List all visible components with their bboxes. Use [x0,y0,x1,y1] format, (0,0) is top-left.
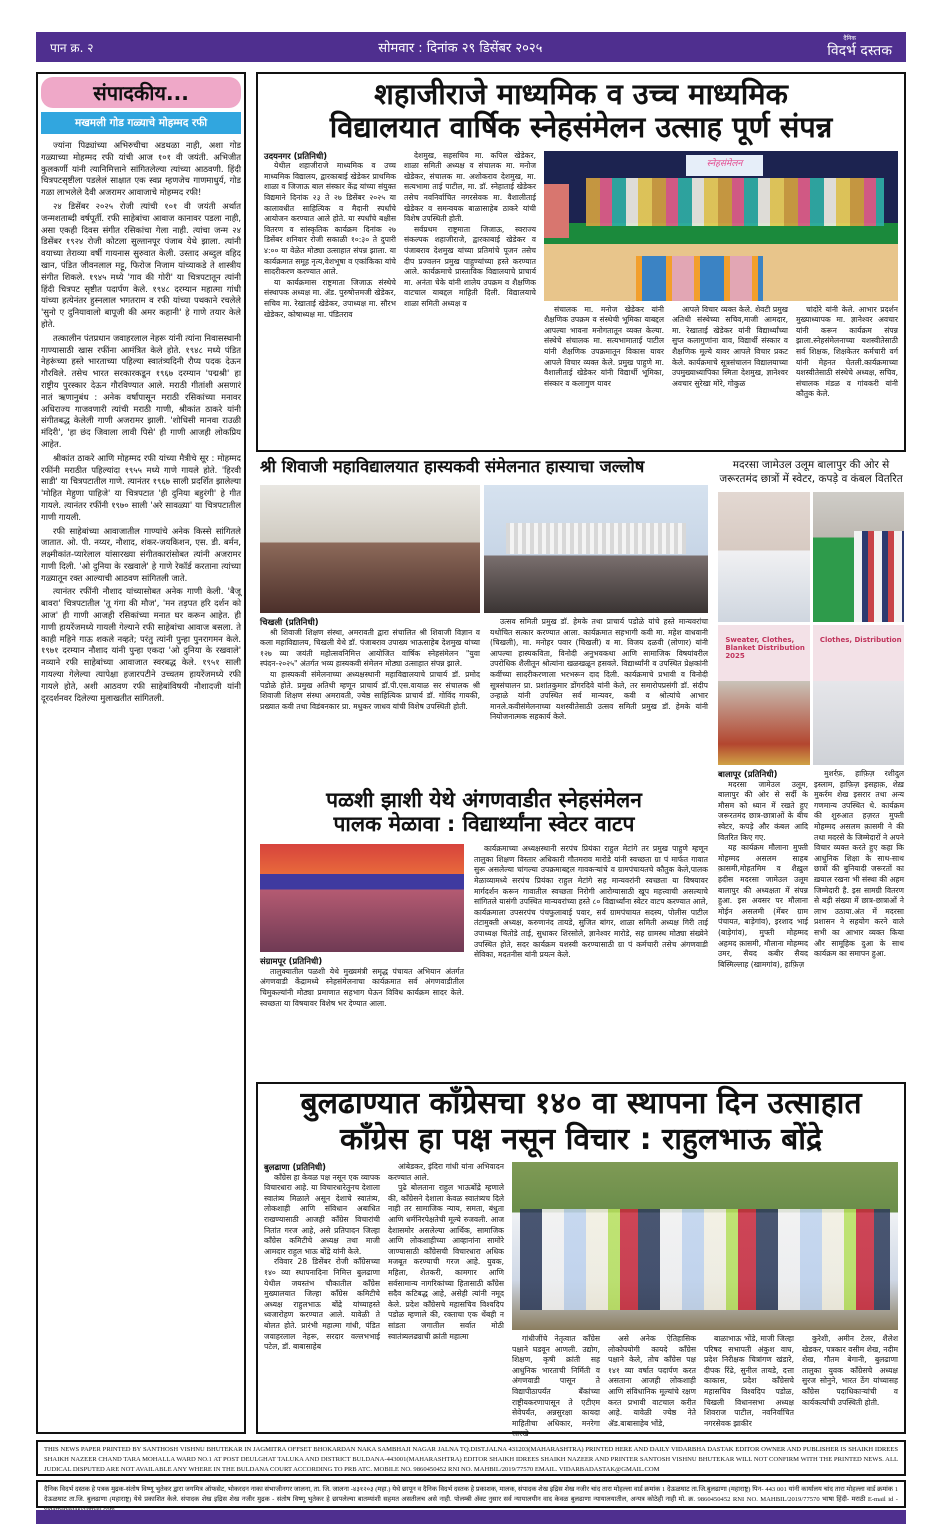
editorial-paragraph: रफी साहेबांच्या आवाजातील गाण्यांचे अनेक किस्से सांगितले जातात. ओ. पी. नय्यर, नौशाद, शंकर-जयकिशन, एस. डी. बर्मन, लक्ष्मीकांत-प्यारेलाल यांसारख्या संगीतकारांसोबत त्यांनी अजरामर गाणी दिली. 'ओ दुनिया के रखवाले' हे गाणे रेकॉर्ड करताना त्यांच्या गळ्यातून रक्त आल्याची आठवण सांगितली जाते. [41,525,241,583]
article-text: रविवार 28 डिसेंबर रोजी काँग्रेसच्या १४० व्या स्थापनादिना निमित्त बुलढाणा येथील जयस्तंभ चौकातील काँग्रेस मुख्यालयात जिल्हा काँग्रेस कमिटीचे अध्यक्ष राहुलभाऊ बोंद्रे यांच्याहस्ते ध्वजारोहण करण्यात आले. यावेळी ते बोलत होते. प्रारंभी महात्मा गांधी, पंडित जवाहरलाल नेहरू, सरदार वल्लभभाई पटेल, डॉ. बाबासाहेब [264,1257,380,1352]
photo-distribution [718,625,810,765]
brand-name: विदर्भ दस्तक [827,43,892,59]
article-headline [264,1086,898,1158]
article-text: उत्सव समिती प्रमुख डॉ. हेमके तथा प्राचार्य पडोळे यांचे हस्ते मान्यवरांचा यथोचित सत्कार करण्यात आला. कार्यक्रमात सहभागी कवी मा. महेश वाधवानी (चिखली), मा. मनोहर पवार (चिखली) व मा. विजय दळवी (लोणार) यांनी आपल्या हास्यकविता, विनोदी अनुभवकथा आणि सामाजिक विषयांवरील उपरोधिक शैलीतून श्रोत्यांना खळखळून हसवले. विद्यार्थ्यांनी व उपस्थित प्रेक्षकांनी कवींच्या सादरीकरणाला भरभरून दाद दिली. कार्यक्रमाचे प्रभावी व विनोदी सूत्रसंचालन प्रा. प्रशांतकुमार डोंगरदिवे यांनी केले, तर समारोपप्रसंगी डॉ. संदीप उन्हाळे यांनी उपस्थित सर्व मान्यवर, कवी व श्रोत्यांचे आभार मानले.कवीसंमेलनाच्या यशस्वीतेसाठी उत्सव समिती प्रमुख डॉ. हेमके यांनी नियोजनात्मक सहकार्य केले. [490,616,708,722]
photo-banner: स्नेहसंमेलन [686,155,764,176]
article-text: आंबेडकर, इंदिरा गांधी यांना अभिवादन करण्यात आले. [388,1162,504,1182]
article-column [404,151,536,425]
article-comedy-poets [256,456,712,780]
article-headline: मदरसा जामेउल उलूम बालापुर की ओर से जरूरतमंद छात्रों में स्वेटर, कपड़े व कंबल वितरित [719,459,903,485]
dateline: चिखली (प्रतिनिधी) [260,616,319,627]
imprint-english: THIS NEWS PAPER PRINTED BY SANTHOSH VISHNU BHUTEKAR IN JAGMITRA OFFSET BHOKARDAN NAKA SAMBHAJI NAGAR JALNA TQ.DIST.JALNA 431203(MAHARASHTRA) PRINTED HERE AND DAILY VIDARBHA DASTAK EDITOR OWNER AND PUBLISHER IS SHAIKH IDREES SHAIKH NAZEER CHAND TARA MOHALLA WARD NO.1 AT POST DEULGHAT TALUKA AND DISTRICT BULDANA-443001(MAHARASHTRA) EDITOR SHAIKH IDREES SHAIKH NAZEER AND PRINTER SANTOSH VISHNU BHUTEKAR WILL NOT CONFIRM WITH THE PRINTED NEWS. ALL JUDICAL DISPUTED ARE NOT AVAILABLE ANY WHERE IN THE BULDANA COURT ACCORDING TO PRB ATC. MOBILE NO. 9860450452 RNI NO. MAHBIL/2019/77570 EMAIL. VIDARBADASTAK@GMAIL.COM [36,1440,906,1476]
editorial-section-title: संपादकीय... [41,77,241,108]
article-column [474,844,708,1066]
article-headline [264,78,898,145]
editorial-body [41,140,241,704]
article-text: श्री शिवाजी शिक्षण संस्था, अमरावती द्वारा संचालित श्री शिवाजी विज्ञान व कला महाविद्यालय, चिखली येथे डॉ. पंजाबराव उपाख्य भाऊसाहेब देशमुख यांच्या १२७ व्या जयंती महोत्सवनिमित्त आयोजित वार्षिक स्नेहसंमेलन "युवा स्पंदन-२०२५" अंतर्गत भव्य हास्यकवी संमेलन मोठ्या उत्साहात संपन्न झाले. [260,627,480,669]
dateline: संग्रामपूर (प्रतिनिधी) [260,956,323,967]
photo-distribution [718,492,810,622]
article-text: चांदोरे यांनी केले. आभार प्रदर्शन मुख्याध्यापक मा. ज्ञानेश्वर अवचार यांनी करून कार्यक्रम संपन्न झाला.स्नेहसंमेलनाच्या यशस्वीतेसाठी सर्व शिक्षक, शिक्षकेतर कर्मचारी वर्ग यांनी मेहनत घेतली.कार्यक्रमाच्या यशस्वीतेसाठी संस्थेचे अध्यक्ष, सचिव, संचालक मंडळ व गांवकरी यांनी कौतुक केले. [796,304,898,399]
article-text: बाळाभाऊ भोंडे, माजी जिल्हा परिषद सभापती अंकुश वाघ, प्रदेश निरीक्षक चित्रांगण खंडारे, दीपक रिंढे, सुनील तायडे, दत्ता काकास, प्रदेश काँग्रेसचे महासचिव विश्वदिप पडोळ, चिखली विधानसभा अध्यक्ष शिवराज पाटील, नवनिर्वाचित नगरसेवक झाकीर [704,1334,794,1428]
editorial-paragraph: २४ डिसेंबर २०२५ रोजी त्यांची १०१ वी जयंती अर्थात जन्मशताब्दी वर्षपूर्ती. रफी साहेबांचा आवाज कानावर पडला नाही, असा एकही दिवस संगीत रसिकांचा गेला नाही. त्यांचा जन्म २४ डिसेंबर १९२४ रोजी कोटला सुल्तानपूर पंजाब येथे झाला. त्यांनी वयाच्या तेराव्या वर्षी गायनास सुरुवात केली. उस्ताद अब्दुल वहिद खान, पंडित जीवनलाल मट्टू, फिरोज निजाम यांच्याकडे ते शास्त्रीय संगीत शिकले. १९४५ मध्ये 'गाव की गोरी' या चित्रपटातून त्यांनी हिंदी चित्रपट सृष्टीत पदार्पण केले. १९४८ दरम्यान महात्मा गांधी यांच्या हत्येनंतर हुस्नलाल भगतराम व रफी यांच्या पथकाने रचलेले 'सुनो ए दुनियावालो बापूजी की अमर कहानी' हे गाणे तयार केले होते. [41,200,241,329]
editorial-column [36,72,246,1434]
photo-sign: Sweater, Clothes, Blanket Distribution 2025 [725,636,805,661]
article-column [672,305,788,417]
article-text: पुढे बोलताना राहुल भाऊबोंद्रे म्हणाले की, काँग्रेसने देशाला केवळ स्वातंत्र्यच दिले नाही तर सामाजिक न्याय, समता, बंधुता आणि धर्मनिरपेक्षतेची मूल्ये रुजवली. आज देशासमोर असलेल्या आर्थिक, सामाजिक आणि लोकशाहीच्या आव्हानांना सामोरे जाण्यासाठी काँग्रेसची विचारधारा अधिक मजबूत करण्याची गरज आहे. युवक, महिला, शेतकरी, कामगार आणि सर्वसामान्य नागरिकांच्या हितासाठी काँग्रेस सदैव कटिबद्ध आहे, असेही त्यांनी नमूद केले. प्रदेश काँग्रेसचे महासचिव विश्वदिप पडोळ म्हणाले की, रक्ताचा एक थेंबही न सांडता जगातील सर्वात मोठी स्वातंत्र्यलढ्याची क्रांती महात्मा [388,1183,504,1341]
dateline: बालापूर (प्रतिनिधी) [718,769,778,779]
editorial-paragraph: तत्कालीन पंतप्रधान जवाहरलाल नेहरू यांनी त्यांना निवासस्थानी गाण्यासाठी खास रफींना आमंत्रित केले होते. १९४८ मध्ये पंडित नेहरूंच्या हस्ते भारताच्या पहिल्या स्वातंत्र्यदिनी रौप्य पदक देऊन गौरविले. तसेच भारत सरकारकडून १९६७ दरम्यान 'पद्मश्री' हा राष्ट्रीय पुरस्कार देऊन गौरविण्यात आले. मराठी गीतांशी असणारं नातं ऋणानुबंध : अनेक वर्षांपासून मराठी रसिकांच्या मनावर अधिराज्य गाजवणारी त्यांची मराठी गाणी, श्रीकांत ठाकरे यांनी संगीतबद्ध केलेली गाणी अजरामर झाली. 'शोधिसी मानवा राउळी मंदिरी', 'हा छंद जिवाला लावी पिसे' ही गाणी आजही लोकप्रिय आहेत. [41,332,241,449]
article-madrasa-distribution [716,456,906,1076]
editorial-paragraph: श्रीकांत ठाकरे आणि मोहम्मद रफी यांच्या मैत्रीचे सूर : मोहम्मद रफींनी मराठीत पहिल्यांदा १९५५ मध्ये गाणे गायले होते. 'हिरवी साडी' या चित्रपटातील गाणे. त्यानंतर १९६७ साली प्रदर्शित झालेल्या 'मोहित मेहुणा पाहिजे' या चित्रपटात 'ही दुनिया बहुरंगी' हे गीत गायले. त्यानंतर रफींनी १९७० साली 'अरे सावळ्या' या चित्रपटातील गाणी गायली. [41,452,241,522]
article-column [608,1334,696,1430]
article-text: तालुक्यातील पळशी येथे मुख्यमंत्री समृद्ध पंचायत अभियान अंतर्गत अंगणवाडी केंद्रामध्ये स्नेहसंमेलनाचा कार्यक्रमात सर्व अंगणवाडीतील चिमुकल्यांनी मोठ्या प्रमाणात सहभाग घेऊन विविध कार्यक्रम सादर केले. स्वच्छता या विषयावर विशेष भर देण्यात आला. [260,966,464,1008]
issue-date: सोमवार : दिनांक २९ डिसेंबर २०२५ [378,41,543,56]
photo-audience [260,485,480,613]
brand-prefix: दैनिक [843,35,856,42]
article-column [814,769,904,1059]
backdrop [506,523,685,554]
masthead [36,32,906,62]
dateline: उदयनगर (प्रतिनिधी) [264,150,328,161]
imprint-marathi: दैनिक विदर्भ दस्तक हे पत्रक मुद्रक-संतोष विष्णू भुतेकर द्वारा जगमित्र ऑफसेट, भोकरदन नाका संभाजीनगर जालना, ता. जि. जालना -४३१२०३ (महा.) येथे छापून व दैनिक विदर्भ दस्तक हे प्रकाशक, मालक, संपादक शेख इद्रिस शेख नजीर चांद तारा मोहल्ला वार्ड क्रमांक 1 देऊळघाट ता.जि.बुलढाणा (महाराष्ट्र) पिन- 443 001 यांनी कार्यालय चांद तारा मोहल्ला वार्ड क्रमांक 1 देऊळघाट ता.जि. बुलढाणा (महाराष्ट्र) येथे प्रकाशित केले. संपादक शेख इद्रिस शेख नजीर मुद्रक - संतोष विष्णू भुतेकर हे छापलेल्या बातम्यांशी सहमत असतीलच असे नाही. पोलम्बी ॲक्ट नुसार सर्व न्यायालयीन वाद केवळ बुलढाणा न्यायालयातील, अन्यत्र कोठेही नाही मो. क्र. 9860450452 RNI NO. MAHBIL/2019/77570 भाषा हिंदी- मराठी E-mail id - [36,1480,906,1508]
article-column [718,769,808,1059]
article-text: गांधीजींचे नेतृत्वात काँग्रेस पक्षाने घडवून आणली. उद्योग, शिक्षण, कृषी क्रांती सह आधुनिक भारताची निर्मिती व अंगणवाडी पासून ते विद्यापीठापर्यंत बँकांच्या राष्ट्रीयकरणापासून ते एटीएम सेवेपर्यंत, अन्नसुरक्षा कायदा माहितीचा अधिकार, मनरेगा सारखे [512,1334,600,1439]
article-headline [260,788,708,836]
article-column [388,1162,504,1430]
photo-stage-guests [484,485,708,613]
article-text: येथील शहाजीराजे माध्यमिक व उच्च माध्यमिक विद्यालय, द्वारकाबाई खेडेकर प्राथमिक शाळा व जिजाऊ बाल संस्कार केंद्र यांच्या संयुक्त विद्यमाने दिनांक २३ ते २७ डिसेंबर २०२५ या कालावधीत साहित्यिक व मैदानी स्पर्धांचे आयोजन करण्यात आले होते. या स्पर्धांचे बक्षीस वितरण व सांस्कृतिक कार्यक्रम दिनांक २७ डिसेंबर शनिवार रोजी सकाळी १०:३० ते दुपारी ४:०० या वेळेत मोठ्या उत्साहात संपन्न झाला. या कार्यक्रमात समूह नृत्य,वेशभूषा व एकांकिका यांचे सादरीकरण करण्यात आले. [264,161,396,277]
article-text: मदरसा जामेउल उलूम, बालापुर की ओर से सर्दी के मौसम को ध्यान में रखते हुए जरूरतमंद छात्र-छात्राओं के बीच स्वेटर, कपड़े और कंबल आदि वितरित किए गए. [718,779,808,842]
article-column [264,1162,380,1430]
newspaper-logo [827,36,892,58]
headline-line: विद्यालयात वार्षिक स्नेहसंमेलन उत्साह पूर्ण संपन्न [329,110,833,145]
headline-line: पळशी झाशी येथे अंगणवाडीत स्नेहसंमेलन [326,788,642,812]
portraits [636,256,763,301]
article-text: आपले विचार व्यक्त केले. शेवटी प्रमुख अतिथी संस्थेच्या सचिव,माजी आमदार, मा. रेखाताई खेडेकर यांनी विद्यार्थ्यांच्या सुप्त कलागुणांना वाव, विद्यार्थी संस्कार व शैक्षणिक मूल्ये यावर आपले विचार प्रकट केले. कार्यक्रमाचे सूत्रसंचालन विद्यालयाच्या उपमुख्याध्यापिका स्मिता देशमुख, ज्ञानेश्वर अवचार सुरेखा मोरे, गोकुळ [672,304,788,388]
editorial-paragraph: त्यानंतर रफींनी नौशाद यांच्यासोबत अनेक गाणी केली. 'बैजू बावरा' चित्रपटातील 'तू गंगा की मौज', 'मन तड़पत हरि दर्शन को आज' ही गाणी आजही रसिकांच्या मनात घर करून आहेत. ही गाणी हायरेंजमध्ये गायली गेल्याने रफी साहेबांचा आवाज बसला. ते काही महिने गाऊ शकले नव्हते; परंतु त्यांनी पुन्हा पुनरागमन केले. १९७१ दरम्यान नौशाद यांनी पुन्हा एकदा 'ओ दुनिया के रखवाले' नव्याने रफी साहेबांच्या आवाजात स्वरबद्ध केले. १९५१ साली गायल्या गेलेल्या त्यापेक्षा हजारपटीने उच्चतम हायरेंजमध्ये रफी गायले होते, अशी आठवण रफी साहेबांविषयी नौशादजी यांनी दूरदर्शनवर दिलेल्या मुलाखतीत सांगितली. [41,586,241,703]
article-column [490,617,708,767]
article-text: संचालक मा. मनोज खेडेकर यांनी शैक्षणिक उपक्रम व संस्थेची भूमिका याबद्दल आपल्या भावना मनोगतातून व्यक्त केल्या. संस्थेचे संचालक मा. सत्यभामाताई पाटील यांनी शैक्षणिक उपक्रमातून विकास यावर आपले विचार व्यक्त केले. प्रमुख पाहुणे मा. वैशालीताई खेडेकर यांनी विद्यार्थी भूमिका, संस्कार व कलागुण यावर [544,304,664,388]
page-number: पान क्र. २ [50,40,94,55]
article-column [260,617,480,767]
article-column [512,1334,600,1439]
editorial-paragraph: ज्यांना पिढ्यांच्या अभिरुचीचा अडथळा नाही, अशा गोड गळ्याच्या मोहम्मद रफी यांची आज १०१ वी जयंती. अभिजीत कुलकर्णी यांनी त्यानिमित्ताने सांगितलेल्या त्यांच्या आठवणी. हिंदी चित्रपटसृष्टीला पडलेलं साक्षात एक स्वप्न म्हणजेच गाणमाधुर्य, गोड गळा लाभलेले दैवी अजरामर आवाजाचे मोहम्मद रफी! [41,140,241,198]
photo-students-queue [813,492,905,622]
headline-line: शहाजीराजे माध्यमिक व उच्च माध्यमिक [374,77,788,111]
photo-distribution [813,625,905,765]
article-column [264,151,396,425]
article-column [260,956,464,1066]
article-text: काँग्रेस हा केवळ पक्ष नसून एक व्यापक विचारधारा आहे. या विचारधारेतूनच देशाला स्वातंत्र्य मिळाले असून देशाचे स्वातंत्र्य, लोकशाही आणि संविधान अबाधित राखण्यासाठी आजही काँग्रेस विचारांची नितांत गरज आहे, असे प्रतिपादन जिल्हा काँग्रेस कमिटीचे अध्यक्ष तथा माजी आमदार राहुल भाऊ बोंद्रे यांनी केले. [264,1172,380,1256]
article-headline: श्री शिवाजी महाविद्यालयात हास्यकवी संमेलनात हास्याचा जल्लोष [260,457,645,476]
article-column [544,305,664,417]
article-text: मुशर्रफ़, हाफ़िज़ रशीदुल इस्लाम, हाफ़िज़ इसहाक़, शेख़ मुकर्रम शेख इसरार तथा अन्य गणमान्य उपस्थित थे. कार्यक्रम की शुरुआत हज़रत मुफ्ती मोहम्मद असलम क़ासमी ने की तथा मदरसे के जिम्मेदारों ने अपने विचार व्यक्त करते हुए कहा कि आधुनिक शिक्षा के साथ-साथ छात्रों की बुनियादी जरूरतों का ख़याल रखना भी संस्था की अहम जिम्मेदारी है. इस सामग्री वितरण से बड़ी संख्या में छात्र-छात्राओं ने लाभ उठाया.अंत में मदरसा प्रशासन ने सहयोग करने वाले सभी का आभार व्यक्त किया और सामूहिक दुआ के साथ कार्यक्रम का समापन हुआ. [814,769,904,959]
article-text: देशमुख, सहसचिव मा. कपिल खेडेकर, शाळा समिती अध्यक्ष व संचालक मा. मनोज खेडेकर, संचालक मा. अशोकराव देशमुख, मा. सत्यभामा ताई पाटील, मा. डॉ. स्नेहाताई खेडेकर तसेच नवनिर्वाचित नगरसेवक मा. वैशालीताई खेडेकर व समन्वयक बाळासाहेब ठाकरे यांची विशेष उपस्थिती होती. [404,150,536,224]
article-congress-foundation-day [256,1082,906,1439]
editorial-headline: मखमली गोड गळ्याचे मोहम्मद रफी [41,112,241,134]
article-text: या हास्यकवी संमेलनाच्या अध्यक्षस्थानी महाविद्यालयाचे प्राचार्य डॉ. प्रमोद पडोळे होते. प्रमुख अतिथी म्हणून प्राचार्य डॉ.पी.एस.वायाळ सर संचालक श्री शिवाजी शिक्षण संस्था अमरावती, ज्येष्ठ साहित्यिक प्राचार्य डॉ. गोविंद गायकी, प्रख्यात कवी तथा विडंबनकार प्रा. मधुकर जाधव यांची विशेष उपस्थिती होती. [260,669,480,711]
students-line [854,531,904,622]
article-text: या कार्यक्रमास राष्ट्रमाता जिजाऊ संस्थेचे संस्थापक अध्यक्ष मा. ॲड. पुरुषोत्तमजी खेडेकर, सचिव मा. रेखाताई खेडेकर, उपाध्यक्ष मा. सौरभ खेडेकर, कोषाध्यक्ष मा. पंडितराव [264,277,396,319]
article-anganwadi [256,786,712,1076]
podium [544,184,569,238]
photo-gathering [260,844,464,952]
article-text: यह कार्यक्रम मौलाना मुफ्ती मोहम्मद असलम साहब क़ासमी,मोहतमिम व शैख़ुल हदीस मदरसा जामेउल उलूम बालापुर की अध्यक्षता में संपन्न हुआ. इस अवसर पर मौलाना मोईन असलमी (मेंबर ग्राम पंचायत, बाड़ेगांव), इरशाद भाई (बाड़ेगांव), मुफ्ती मोहम्मद अहमद क़ासमी, मौलाना मोहम्मद उमर, सैयद कबीर सैयद बिस्मिल्लाह (खामगांव), हाफ़िज़ [718,843,808,969]
article-column [796,305,898,417]
article-text: कुरेशी, अमीन टेलर, शैलेश खेडकर, पत्रकार वसीम शेख, नदीम शेख, गौतम बेगानी, बुलढाणा तालुका युवक काँग्रेसचे अध्यक्ष सुरज सोनुने, भारत ठेंग यांच्यासह काँग्रेस पदाधिकाऱ्यांची व कार्यकर्त्यांची उपस्थिती होती. [802,1334,898,1407]
article-text: कार्यक्रमाच्या अध्यक्षस्थानी सरपंच प्रियंका राहुल मेटांगे तर प्रमुख पाहुणे म्हणून तालुका शिक्षण विस्तार अधिकारी गौतमराव मारोडे यांनी स्वच्छता ग्रा पं मार्फत गावात सुरू असलेल्या चांगल्या उपक्रमाबद्दल गावकऱ्यांचे व ग्रामपंचायतचे कौतुक केले,पालक मेळाव्यामध्ये सरपंच प्रियंका राहुल मेटांगे सह मान्यवरांनी स्वच्छता या विषयावर मार्गदर्शन करून गावातील स्वच्छता निरोगी आरोग्यासाठी खूप महत्त्वाची असल्याचे सांगितले यासंगी उपस्थित मान्यवरांच्या हस्ते ८० विद्यार्थ्यांना स्वेटर वाटप करण्यात आले, कार्यक्रमाला उपसरपंच पंचफुलाबाई पवार, सर्व ग्रामपंचायत सदस्य, पोलीस पाटील तंटामुक्ती अध्यक्ष, करुणानंद तायडे, सुजित बांगर, शाळा समिती अध्यक्ष गिरी ताई उपाध्यक्ष चितोडे ताई, सुधाकर शिरसोले, ज्ञानेश्वर मारोडे, सह ग्रामस्थ मोठ्या संख्येने उपस्थित होते, सदर कार्यक्रम यशस्वी करण्यासाठी ग्रा पं कर्मचारी तसेच अंगणवाडी सेविका, मदतनीस यांनी प्रयत्न केले. [474,844,708,960]
article-text: असे अनेक ऐतिहासिक लोकोपयोगी कायदे काँग्रेस पक्षाने केले, तोच काँग्रेस पक्ष १४१ व्या वर्षात पदार्पण करत असताना आजही लोकशाही आणि संविधानिक मूल्यांचे रक्षण करत प्रभावी वाटचाल करीत आहे. यावेळी ज्येष्ठ नेते ॲड.बाबासाहेब भोंडे, [608,1334,696,1428]
headline-line: काँग्रेस हा पक्ष नसून विचार : राहुलभाऊ बोंद्रे [339,1122,823,1157]
headline-line: बुलढाण्यात काँग्रेसचा १४० वा स्थापना दिन उत्साहात [300,1086,862,1121]
article-school-gathering [256,72,906,452]
footer-bar [36,1510,906,1524]
group-of-leaders [520,1209,891,1310]
photo-stage-event [544,151,898,301]
dateline: बुलढाणा (प्रतिनिधी) [264,1162,326,1172]
headline-line: पालक मेळावा : विद्यार्थ्यांना स्वेटर वाटप [333,812,635,837]
article-text: सर्वप्रथम राष्ट्रमाता जिजाऊ, स्वराज्य संकल्पक शहाजीराजे, द्वारकाबाई खेडेकर व पंजाबराव देशमुख यांच्या प्रतिमांचे पूजन तसेच दीप प्रज्वलन प्रमुख पाहुण्यांच्या हस्ते करण्यात आले. कार्यक्रमाचे प्रास्ताविक विद्यालयाचे प्राचार्य मा. अनंता चेके यांनी शालेय उपक्रम व शैक्षणिक वाटचाल याबद्दल माहिती दिली. विद्यालयाचे शाळा समिती अध्यक्ष व [404,224,536,308]
seated-guests [586,178,883,226]
article-column [704,1334,794,1430]
photo-sign: Clothes, Distribution [819,636,902,645]
article-column [802,1334,898,1430]
photo-congress-leaders [512,1162,898,1330]
